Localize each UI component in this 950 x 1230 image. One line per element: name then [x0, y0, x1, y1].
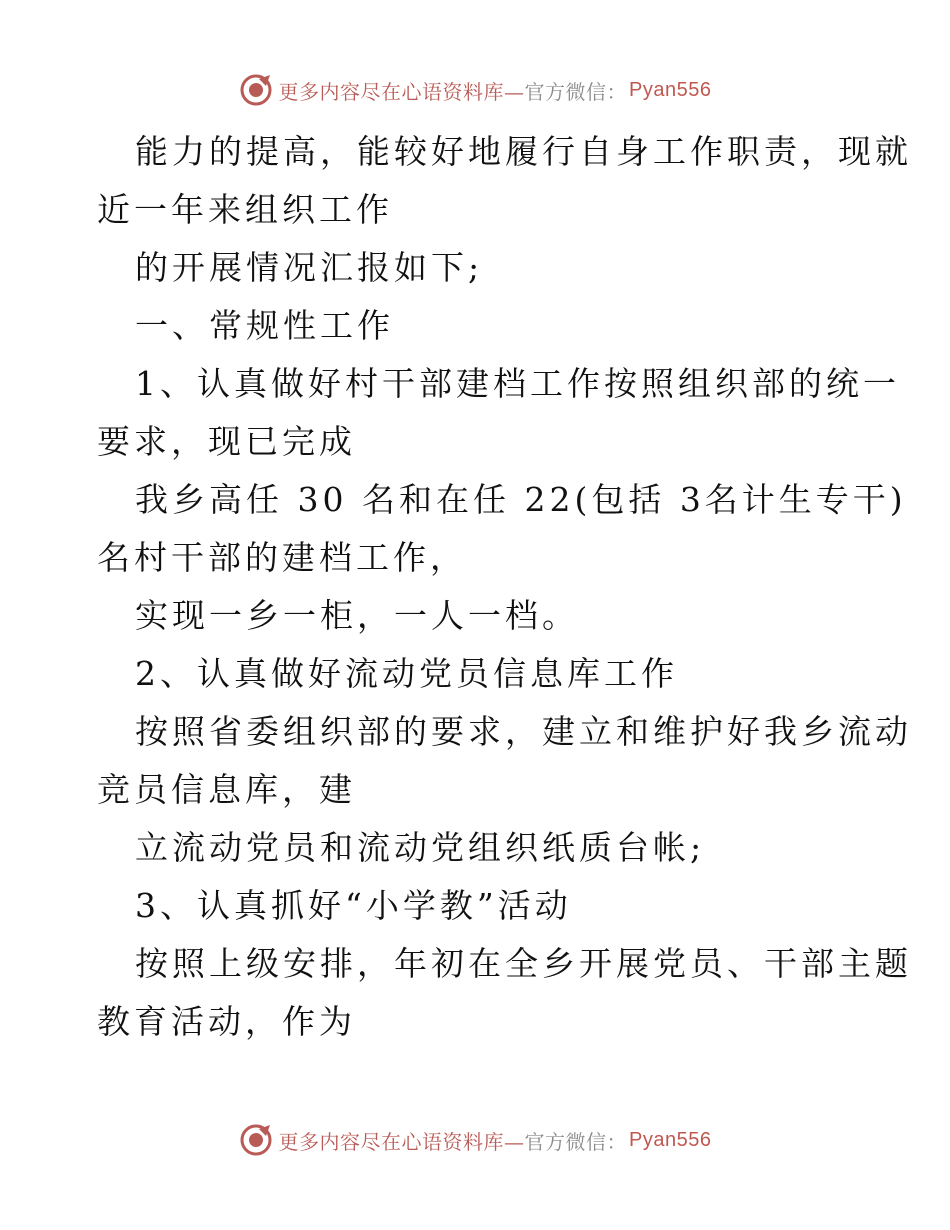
paragraph-line: 的开展情况汇报如下;	[135, 248, 484, 287]
paragraph-line: 立流动党员和流动党组织纸质台帐;	[135, 828, 706, 867]
paragraph-line: 要求，现已完成	[97, 422, 356, 461]
wechat-label: 官方微信：	[524, 1129, 628, 1154]
paragraph-line: 1、认真做好村干部建档工作按照组织部的统一	[135, 364, 900, 403]
paragraph-line: 我乡高任 30 名和在任 22(包括 3名计生专干)	[135, 480, 907, 519]
wechat-id: Pyan556	[629, 78, 712, 101]
paragraph-line: 竞员信息库，建	[97, 770, 356, 809]
paragraph-line: 近一年来组织工作	[97, 190, 393, 229]
paragraph-line: 按照上级安排，年初在全乡开展党员、干部主题	[135, 944, 912, 983]
paragraph-line: 能力的提高，能较好地履行自身工作职责，现就	[135, 132, 912, 171]
wechat-label: 官方微信：	[524, 79, 628, 104]
document-body	[97, 123, 912, 1051]
logo-icon	[239, 1123, 273, 1157]
wechat-id: Pyan556	[629, 1128, 712, 1151]
paragraph-line: 名村干部的建档工作，	[97, 538, 467, 577]
paragraph-line: 实现一乡一柜，一人一档。	[135, 596, 579, 635]
banner-text: 更多内容尽在心语资料库—	[278, 1129, 525, 1154]
footer-banner	[0, 1120, 950, 1160]
paragraph-line: 2、认真做好流动党员信息库工作	[135, 654, 678, 693]
banner-text: 更多内容尽在心语资料库—	[278, 79, 525, 104]
paragraph-line: 按照省委组织部的要求，建立和维护好我乡流动	[135, 712, 912, 751]
paragraph-line: 教育活动，作为	[97, 1002, 356, 1041]
header-banner	[0, 70, 950, 110]
paragraph-line: 3、认真抓好“小学教”活动	[135, 886, 572, 925]
section-heading: 一、常规性工作	[135, 306, 394, 345]
logo-icon	[239, 73, 273, 107]
